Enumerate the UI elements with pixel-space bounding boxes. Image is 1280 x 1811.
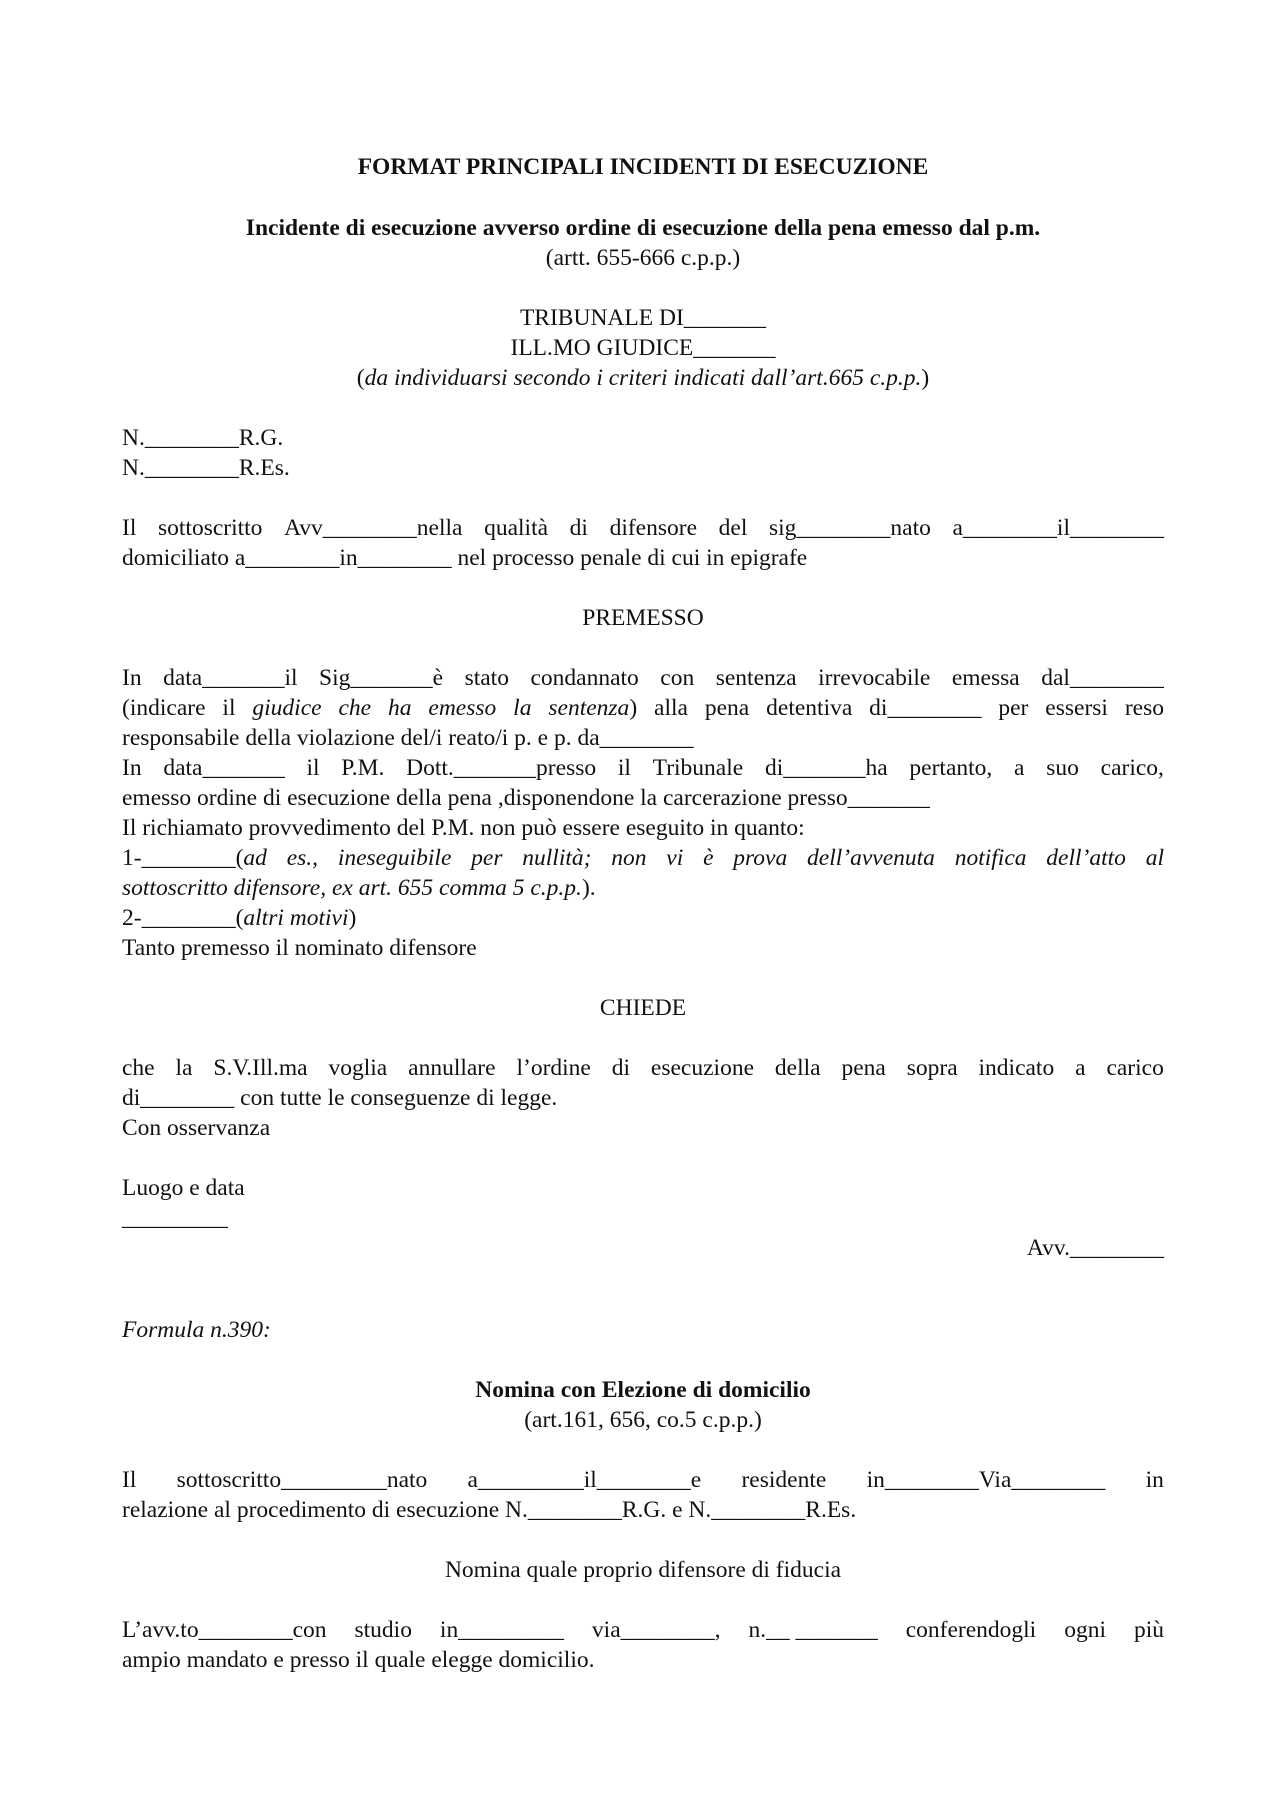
motivo-1-continued: sottoscritto difensore, ex art. 655 comma 5 c.p.p.). (122, 875, 596, 901)
place-date-label: Luogo e data (122, 1175, 245, 1201)
word: data_______ (163, 755, 285, 781)
word: il (617, 755, 631, 781)
word: sentenza (715, 665, 797, 691)
word: a________il________ (952, 515, 1164, 541)
word: del (718, 515, 748, 541)
word: S.V.Ill.ma (213, 1055, 308, 1081)
word: suo (1046, 755, 1079, 781)
word: voglia (328, 1055, 388, 1081)
word: di (611, 1055, 631, 1081)
word: irrevocabile (818, 665, 931, 691)
word: di (569, 515, 588, 541)
word: dal________ (1041, 665, 1164, 691)
word: studio (354, 1617, 412, 1643)
word: Avv________nella (284, 515, 463, 541)
formula-line-2: relazione al procedimento di esecuzione N.________R.G. e N.________R.Es. (122, 1497, 857, 1523)
word: Il (122, 515, 137, 541)
formula-line-3 (122, 1615, 1164, 1645)
word: Tribunale (652, 755, 744, 781)
place-date-blank: _________ (122, 1205, 228, 1231)
formula-line-4: ampio mandato e presso il quale elegge domicilio. (122, 1647, 595, 1673)
word: esecuzione (650, 1055, 754, 1081)
word: qualità (484, 515, 549, 541)
word: Sig_______è (319, 665, 444, 691)
word: P.M. (341, 755, 385, 781)
word: pertanto, (909, 755, 993, 781)
motivo-1: 1-________(ad es., ineseguibile per nullità; non vi è prova dell’avvenuta notifica dell’atto al (122, 845, 1164, 871)
signature-avv: Avv.________ (1026, 1235, 1164, 1261)
word: a_________il________e (467, 1467, 702, 1493)
chiede-closing: Con osservanza (122, 1115, 271, 1141)
word: indicato (978, 1055, 1055, 1081)
document-subtitle: Incidente di esecuzione avverso ordine di esecuzione della pena emesso dal p.m. (245, 215, 1041, 241)
word: a (1014, 755, 1025, 781)
subtitle-reference: (artt. 655-666 c.p.p.) (545, 245, 741, 271)
word: carico, (1100, 755, 1164, 781)
court-giudice: ILL.MO GIUDICE_______ (510, 335, 776, 361)
word: sottoscritto_________nato (176, 1467, 428, 1493)
chiede-line-2: di________ con tutte le conseguenze di legge. (122, 1085, 558, 1111)
word: in________Via________ (866, 1467, 1106, 1493)
word: in (1145, 1467, 1164, 1493)
word: a (1075, 1055, 1086, 1081)
formula-nomina: Nomina quale proprio difensore di fiducia (444, 1557, 842, 1583)
word: data_______il (163, 665, 298, 691)
word: che (122, 1055, 155, 1081)
word: sottoscritto (157, 515, 263, 541)
premesso-heading: PREMESSO (582, 605, 704, 631)
number-rg: N.________R.G. (122, 425, 284, 451)
chiede-heading: CHIEDE (599, 995, 687, 1021)
word: ogni (1064, 1617, 1106, 1643)
word: condannato (530, 665, 639, 691)
premesso-line-2: (indicare il giudice che ha emesso la sentenza) alla pena detentiva di________ per essersi reso (122, 695, 1165, 721)
court-note: (da individuarsi secondo i criteri indicati dall’art.665 c.p.p.) (356, 365, 930, 391)
word: residente (741, 1467, 827, 1493)
premesso-closing: Tanto premesso il nominato difensore (122, 935, 477, 961)
motivo-2: 2-________(altri motivi) (122, 905, 357, 931)
formula-reference: (art.161, 656, co.5 c.p.p.) (524, 1407, 762, 1433)
word: difensore (609, 515, 698, 541)
word: l’ordine (516, 1055, 591, 1081)
formula-label: Formula n.390: (122, 1317, 271, 1343)
premesso-line-3: responsabile della violazione del/i reato/i p. e p. da________ (122, 725, 694, 751)
chiede-line-1 (122, 1053, 1164, 1083)
word: Il (122, 1467, 137, 1493)
word: annullare (408, 1055, 496, 1081)
word: In (122, 755, 142, 781)
premesso-line-1 (122, 663, 1164, 693)
premesso-line-5: emesso ordine di esecuzione della pena ,disponendone la carcerazione presso_______ (122, 785, 930, 811)
intro-line-2: domiciliato a________in________ nel processo penale di cui in epigrafe (122, 545, 808, 571)
premesso-line-4 (122, 753, 1164, 783)
word: Dott._______presso (406, 755, 597, 781)
word: il (306, 755, 320, 781)
word: stato (464, 665, 509, 691)
word: carico (1106, 1055, 1164, 1081)
word: conferendogli (905, 1617, 1037, 1643)
word: con (660, 665, 695, 691)
word: emessa (951, 665, 1020, 691)
intro-line-1 (122, 513, 1164, 543)
formula-heading: Nomina con Elezione di domicilio (475, 1377, 811, 1403)
word: In (122, 665, 142, 691)
formula-line-1 (122, 1465, 1164, 1495)
premesso-line-6: Il richiamato provvedimento del P.M. non può essere eseguito in quanto: (122, 815, 805, 841)
word: pena (841, 1055, 886, 1081)
number-res: N.________R.Es. (122, 455, 290, 481)
word: sopra (906, 1055, 958, 1081)
court-tribunale: TRIBUNALE DI_______ (519, 305, 767, 331)
document-title: FORMAT PRINCIPALI INCIDENTI DI ESECUZIONE (357, 154, 929, 180)
word: in_________ (439, 1617, 564, 1643)
word: la (175, 1055, 193, 1081)
word: della (774, 1055, 821, 1081)
word: più (1133, 1617, 1164, 1643)
word: via________, (591, 1617, 721, 1643)
word: n.__ _______ (748, 1617, 878, 1643)
word: L’avv.to________con (122, 1617, 327, 1643)
word: sig________nato (768, 515, 931, 541)
word: di_______ha (764, 755, 888, 781)
